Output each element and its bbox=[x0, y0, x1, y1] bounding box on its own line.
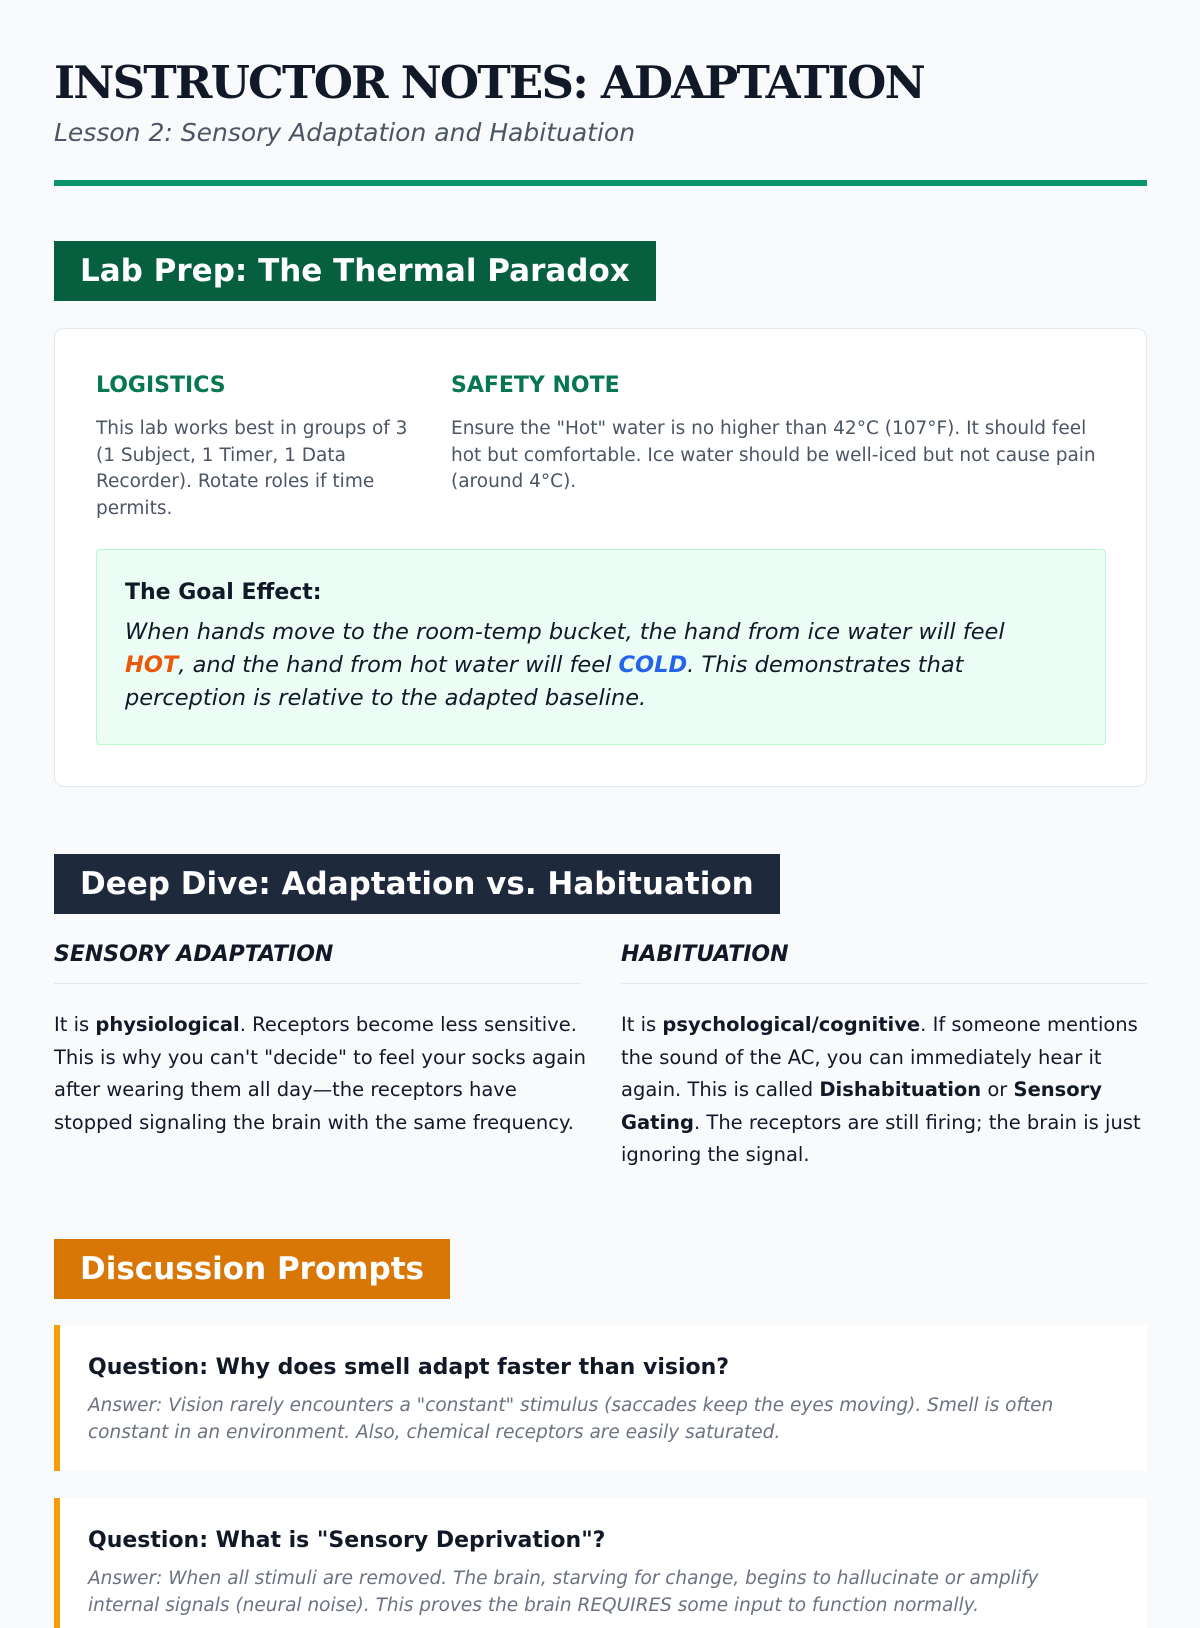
prompt-answer: Answer: Vision rarely encounters a "constant" stimulus (saccades keep the eyes moving). Smell is often constant in an environment. Also, chemical receptors are easily saturated. bbox=[88, 1395, 1054, 1443]
sensory-adaptation-text bbox=[54, 1009, 589, 1139]
page-subtitle: Lesson 2: Sensory Adaptation and Habituation bbox=[54, 118, 636, 147]
bold-term: psychological/cognitive bbox=[662, 1013, 921, 1036]
logistics-heading: LOGISTICS bbox=[96, 373, 226, 398]
bold-term: physiological bbox=[95, 1013, 240, 1036]
page-title: INSTRUCTOR NOTES: ADAPTATION bbox=[54, 56, 924, 109]
bold-term: Sensory Gating bbox=[621, 1078, 1103, 1134]
lab-prep-card bbox=[54, 328, 1147, 787]
goal-effect-text bbox=[125, 616, 1065, 715]
safety-note-text: Ensure the "Hot" water is no higher than 42°C (107°F). It should feel hot but comfortable. Ice water should be well-iced but not cause pain (around 4°C). bbox=[451, 418, 1096, 492]
prompt-question: Question: Why does smell adapt faster than vision? bbox=[88, 1355, 730, 1380]
goal-text-part: . This demonstrates that perception is relative to the adapted baseline. bbox=[125, 652, 964, 711]
habituation-heading: HABITUATION bbox=[621, 942, 1147, 984]
sensory-adaptation-heading: SENSORY ADAPTATION bbox=[54, 942, 581, 984]
goal-effect-callout bbox=[96, 549, 1106, 745]
bold-term: Dishabituation bbox=[819, 1078, 982, 1101]
title-divider bbox=[54, 180, 1147, 186]
discussion-prompt bbox=[54, 1498, 1147, 1628]
goal-effect-title: The Goal Effect: bbox=[125, 580, 322, 605]
logistics-text: This lab works best in groups of 3 (1 Subject, 1 Timer, 1 Data Recorder). Rotate roles if time permits. bbox=[96, 418, 408, 519]
lab-prep-heading: Lab Prep: The Thermal Paradox bbox=[54, 241, 656, 301]
discussion-prompts-heading: Discussion Prompts bbox=[54, 1239, 450, 1299]
safety-note-heading: SAFETY NOTE bbox=[451, 373, 620, 398]
hot-emphasis: HOT bbox=[125, 652, 179, 678]
habituation-text bbox=[621, 1009, 1147, 1172]
goal-text-part: When hands move to the room-temp bucket, the hand from ice water will feel bbox=[125, 619, 1005, 645]
text-part: or bbox=[981, 1078, 1014, 1101]
discussion-prompt bbox=[54, 1325, 1147, 1471]
text-part: . If someone mentions the sound of the AC, you can immediately hear it again. This is called bbox=[621, 1013, 1138, 1101]
text-part: It is bbox=[621, 1013, 663, 1036]
cold-emphasis: COLD bbox=[618, 652, 688, 678]
text-part: . The receptors are still firing; the brain is just ignoring the signal. bbox=[621, 1110, 1141, 1166]
deep-dive-heading: Deep Dive: Adaptation vs. Habituation bbox=[54, 854, 780, 914]
goal-text-part: , and the hand from hot water will feel bbox=[178, 652, 619, 678]
prompt-answer: Answer: When all stimuli are removed. The brain, starving for change, begins to hallucinate or amplify internal signals (neural noise). This proves the brain REQUIRES some input to function normally. bbox=[88, 1568, 1039, 1616]
prompt-question: Question: What is "Sensory Deprivation"? bbox=[88, 1528, 606, 1553]
text-part: It is bbox=[54, 1013, 96, 1036]
text-part: . Receptors become less sensitive. This is why you can't "decide" to feel your socks again after wearing them all day—the receptors have stopped signaling the brain with the same frequency. bbox=[54, 1013, 586, 1134]
